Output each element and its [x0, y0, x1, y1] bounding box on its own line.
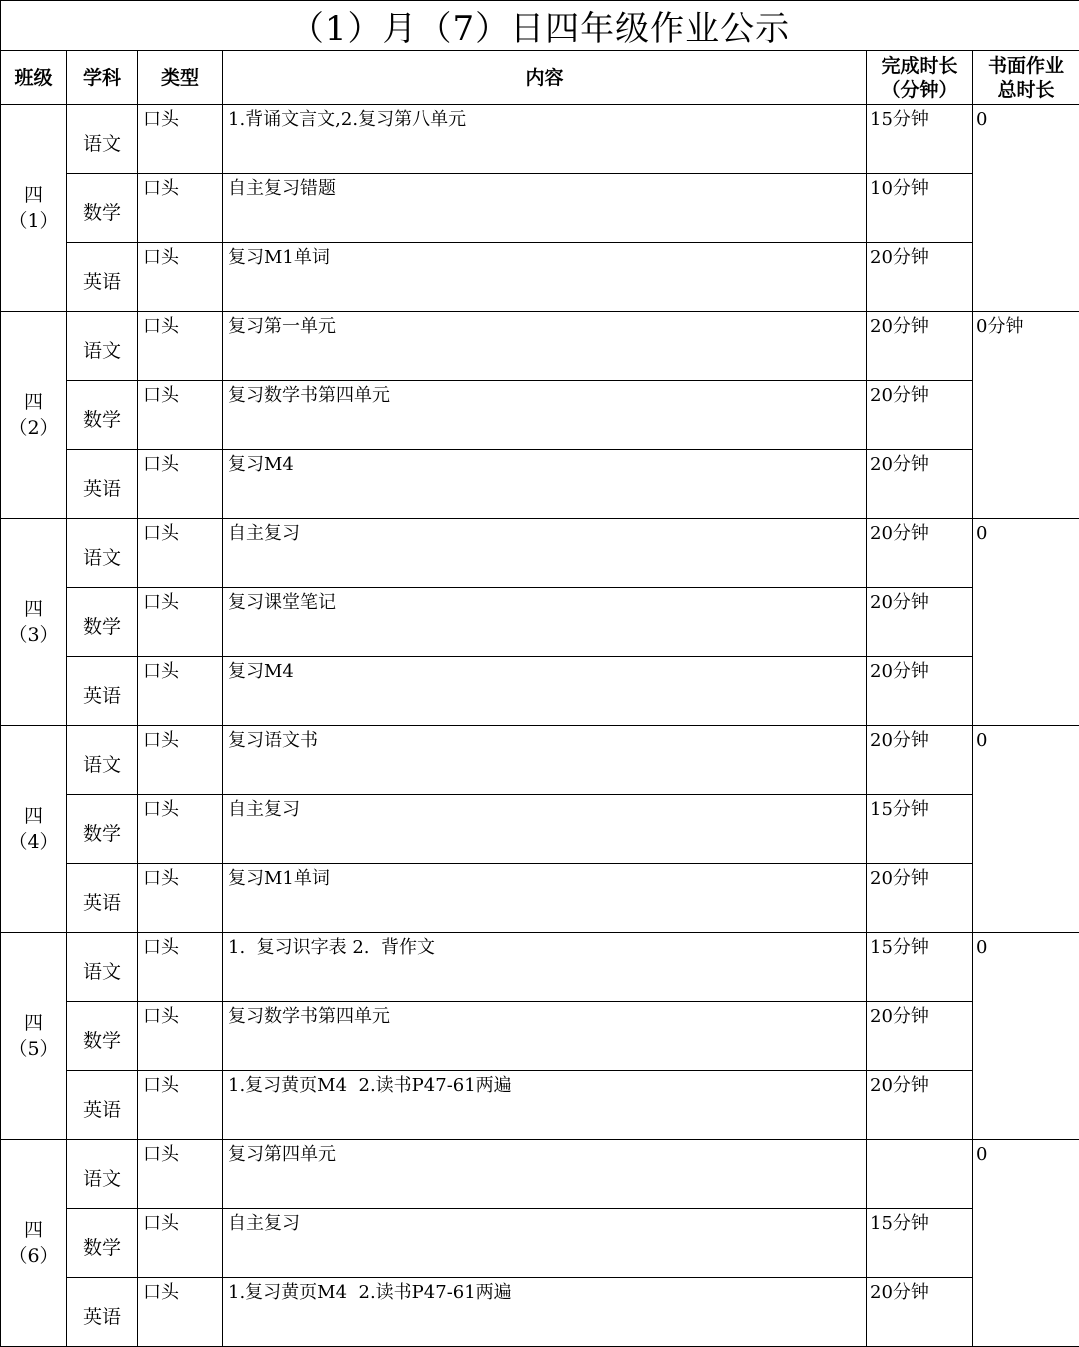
table-row [1, 726, 1079, 795]
class-cell [1, 726, 67, 933]
content-cell: 复习课堂笔记 [223, 588, 867, 657]
header-total [973, 51, 1079, 105]
type-cell: 口头 [138, 450, 223, 519]
table-row [1, 312, 1079, 381]
total-cell: 0 [973, 933, 1079, 1140]
type-cell: 口头 [138, 1002, 223, 1071]
subject-cell: 英语 [67, 1278, 138, 1347]
type-cell: 口头 [138, 105, 223, 174]
header-subject: 学科 [67, 51, 138, 105]
content-cell: 自主复习 [223, 795, 867, 864]
class-number: （4） [1, 829, 66, 855]
subject-cell: 英语 [67, 864, 138, 933]
subject-cell: 英语 [67, 450, 138, 519]
duration-cell: 20分钟 [867, 1071, 973, 1140]
type-cell: 口头 [138, 1071, 223, 1140]
subject-cell: 英语 [67, 243, 138, 312]
type-cell: 口头 [138, 726, 223, 795]
subject-cell: 语文 [67, 1140, 138, 1209]
table-body [1, 105, 1079, 1347]
duration-cell: 20分钟 [867, 243, 973, 312]
class-cell [1, 519, 67, 726]
subject-cell: 语文 [67, 726, 138, 795]
class-grade: 四 [1, 182, 66, 208]
class-grade: 四 [1, 596, 66, 622]
content-cell: 自主复习 [223, 1209, 867, 1278]
type-cell: 口头 [138, 588, 223, 657]
subject-cell: 英语 [67, 1071, 138, 1140]
total-cell: 0 [973, 726, 1079, 933]
content-cell: 复习M4 [223, 657, 867, 726]
subject-cell: 语文 [67, 933, 138, 1002]
class-number: （6） [1, 1243, 66, 1269]
duration-cell: 20分钟 [867, 1278, 973, 1347]
page-title: （1）月（7）日四年级作业公示 [1, 1, 1079, 51]
duration-cell: 20分钟 [867, 519, 973, 588]
subject-cell: 数学 [67, 1209, 138, 1278]
type-cell: 口头 [138, 312, 223, 381]
header-duration [867, 51, 973, 105]
duration-cell: 20分钟 [867, 1002, 973, 1071]
subject-cell: 英语 [67, 657, 138, 726]
table-row [1, 519, 1079, 588]
type-cell: 口头 [138, 519, 223, 588]
content-cell: 1.复习黄页M4 2.读书P47-61两遍 [223, 1278, 867, 1347]
subject-cell: 语文 [67, 105, 138, 174]
content-cell: 复习M4 [223, 450, 867, 519]
type-cell: 口头 [138, 1278, 223, 1347]
class-number: （3） [1, 622, 66, 648]
content-cell: 自主复习错题 [223, 174, 867, 243]
type-cell: 口头 [138, 864, 223, 933]
table-row [1, 1209, 1079, 1278]
header-total-line1: 书面作业 [973, 54, 1079, 78]
content-cell: 1. 复习识字表 2. 背作文 [223, 933, 867, 1002]
duration-cell: 20分钟 [867, 864, 973, 933]
table-row [1, 1140, 1079, 1209]
duration-cell: 15分钟 [867, 105, 973, 174]
class-number: （5） [1, 1036, 66, 1062]
content-cell: 复习数学书第四单元 [223, 1002, 867, 1071]
duration-cell: 20分钟 [867, 312, 973, 381]
class-cell [1, 312, 67, 519]
header-duration-line1: 完成时长 [867, 54, 972, 78]
subject-cell: 数学 [67, 795, 138, 864]
table-row [1, 1002, 1079, 1071]
class-grade: 四 [1, 389, 66, 415]
type-cell: 口头 [138, 174, 223, 243]
table-row [1, 381, 1079, 450]
table-row [1, 105, 1079, 174]
content-cell: 复习语文书 [223, 726, 867, 795]
class-cell [1, 1140, 67, 1347]
total-cell: 0 [973, 1140, 1079, 1347]
header-duration-line2: （分钟） [867, 78, 972, 102]
table-row [1, 864, 1079, 933]
header-content: 内容 [223, 51, 867, 105]
header-class: 班级 [1, 51, 67, 105]
type-cell: 口头 [138, 933, 223, 1002]
table-row [1, 588, 1079, 657]
subject-cell: 数学 [67, 174, 138, 243]
content-cell: 自主复习 [223, 519, 867, 588]
duration-cell: 15分钟 [867, 933, 973, 1002]
content-cell: 复习第一单元 [223, 312, 867, 381]
type-cell: 口头 [138, 1209, 223, 1278]
table-row [1, 1278, 1079, 1347]
duration-cell: 20分钟 [867, 450, 973, 519]
duration-cell: 20分钟 [867, 588, 973, 657]
subject-cell: 数学 [67, 588, 138, 657]
table-row [1, 243, 1079, 312]
duration-cell [867, 1140, 973, 1209]
content-cell: 复习M1单词 [223, 864, 867, 933]
content-cell: 1.复习黄页M4 2.读书P47-61两遍 [223, 1071, 867, 1140]
type-cell: 口头 [138, 243, 223, 312]
subject-cell: 数学 [67, 381, 138, 450]
header-total-line2: 总时长 [973, 78, 1079, 102]
duration-cell: 20分钟 [867, 657, 973, 726]
duration-cell: 15分钟 [867, 1209, 973, 1278]
type-cell: 口头 [138, 1140, 223, 1209]
class-cell [1, 933, 67, 1140]
type-cell: 口头 [138, 657, 223, 726]
content-cell: 复习第四单元 [223, 1140, 867, 1209]
table-row [1, 657, 1079, 726]
class-grade: 四 [1, 1217, 66, 1243]
duration-cell: 20分钟 [867, 726, 973, 795]
table-row [1, 933, 1079, 1002]
content-cell: 复习数学书第四单元 [223, 381, 867, 450]
content-cell: 复习M1单词 [223, 243, 867, 312]
class-number: （2） [1, 415, 66, 441]
subject-cell: 数学 [67, 1002, 138, 1071]
subject-cell: 语文 [67, 312, 138, 381]
class-grade: 四 [1, 803, 66, 829]
subject-cell: 语文 [67, 519, 138, 588]
duration-cell: 10分钟 [867, 174, 973, 243]
total-cell: 0 [973, 519, 1079, 726]
table-row [1, 450, 1079, 519]
table-row [1, 174, 1079, 243]
total-cell: 0分钟 [973, 312, 1079, 519]
table-row [1, 795, 1079, 864]
total-cell: 0 [973, 105, 1079, 312]
duration-cell: 15分钟 [867, 795, 973, 864]
type-cell: 口头 [138, 795, 223, 864]
duration-cell: 20分钟 [867, 381, 973, 450]
class-grade: 四 [1, 1010, 66, 1036]
header-type: 类型 [138, 51, 223, 105]
class-cell [1, 105, 67, 312]
table-row [1, 1071, 1079, 1140]
content-cell: 1.背诵文言文,2.复习第八单元 [223, 105, 867, 174]
type-cell: 口头 [138, 381, 223, 450]
header-row [1, 51, 1079, 105]
class-number: （1） [1, 208, 66, 234]
